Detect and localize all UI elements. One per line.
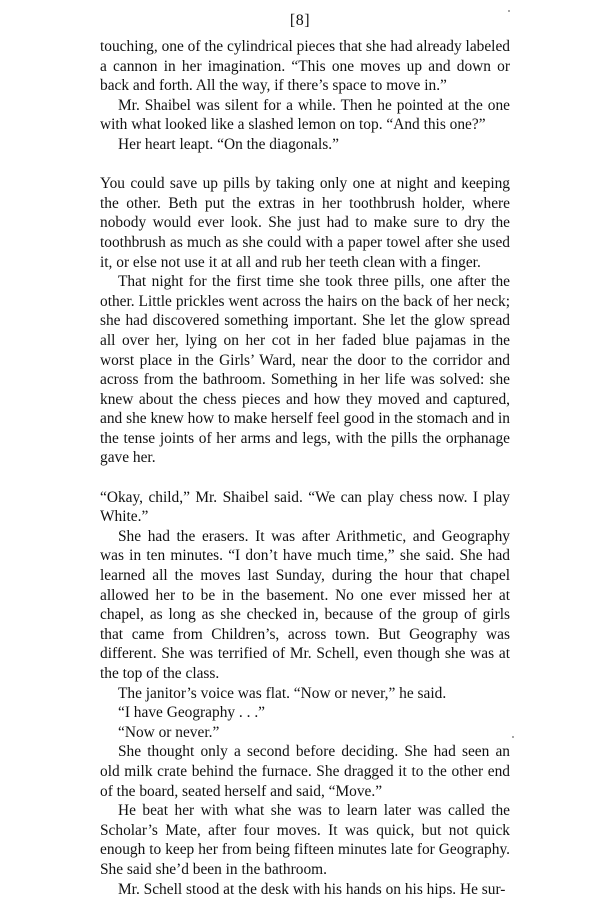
paragraph: You could save up pills by taking only one at night and keeping the other. Beth put the extras in her toothbrush holder, where nobody would ever look. She just had to make sure to dry the toothbrush as much as she could with a paper towel after she used it, or else not use it at all and rub her teeth clean with a finger. [100,175,510,271]
paragraph: That night for the first time she took three pills, one after the other. Little prickles went across the hairs on the back of her neck; she had discovered something important. She let the glow spread all over her, lying on her cot in her faded blue pajamas in the worst place in the Girls’ Ward, near the door to the corridor and across from the bathroom. Something in her life was solved: she knew about the chess pieces and how they moved and captured, and she knew how to make herself feel good in the stomach and in the tense joints of her arms and legs, with the pills the orphanage gave her. [100,273,510,467]
body-text [100,37,510,899]
paragraph: Her heart leapt. “On the diagonals.” [118,135,339,153]
paragraph: “I have Geography . . .” [118,704,266,722]
paragraph: He beat her with what she was to learn later was called the Scholar’s Mate, after four moves. It was quick, but not quick enough to keep her from being fifteen minutes late for Geography. She said she’d been in the bathroom. [100,802,510,878]
page-number: [8] [289,12,311,29]
scan-speck [512,736,514,738]
paragraph: She had the erasers. It was after Arithmetic, and Geography was in ten minutes. “I don’t have much time,” she said. She had learned all the moves last Sunday, during the hour that chapel allowed her to be in the basement. No one ever missed her at chapel, as long as she checked in, because of the group of girls that came from Children’s, across town. But Geography was different. She was terrified of Mr. Schell, even though she was at the top of the class. [100,527,510,682]
paragraph: Mr. Shaibel was silent for a while. Then he pointed at the one with what looked like a slashed lemon on top. “And this one?” [100,96,510,134]
paragraph: Mr. Schell stood at the desk with his hands on his hips. He sur- [118,880,506,898]
scan-speck [508,10,510,12]
paragraph: The janitor’s voice was flat. “Now or never,” he said. [118,684,447,702]
paragraph: “Okay, child,” Mr. Shaibel said. “We can play chess now. I play White.” [100,488,510,526]
paragraph: “Now or never.” [118,723,220,741]
paragraph: She thought only a second before deciding. She had seen an old milk crate behind the furnace. She dragged it to the other end of the board, seated herself and said, “Move.” [100,743,510,800]
paragraph: touching, one of the cylindrical pieces that she had already labeled a cannon in her imagination. “This one moves up and down or back and forth. All the way, if there’s space to move in.” [100,38,510,95]
